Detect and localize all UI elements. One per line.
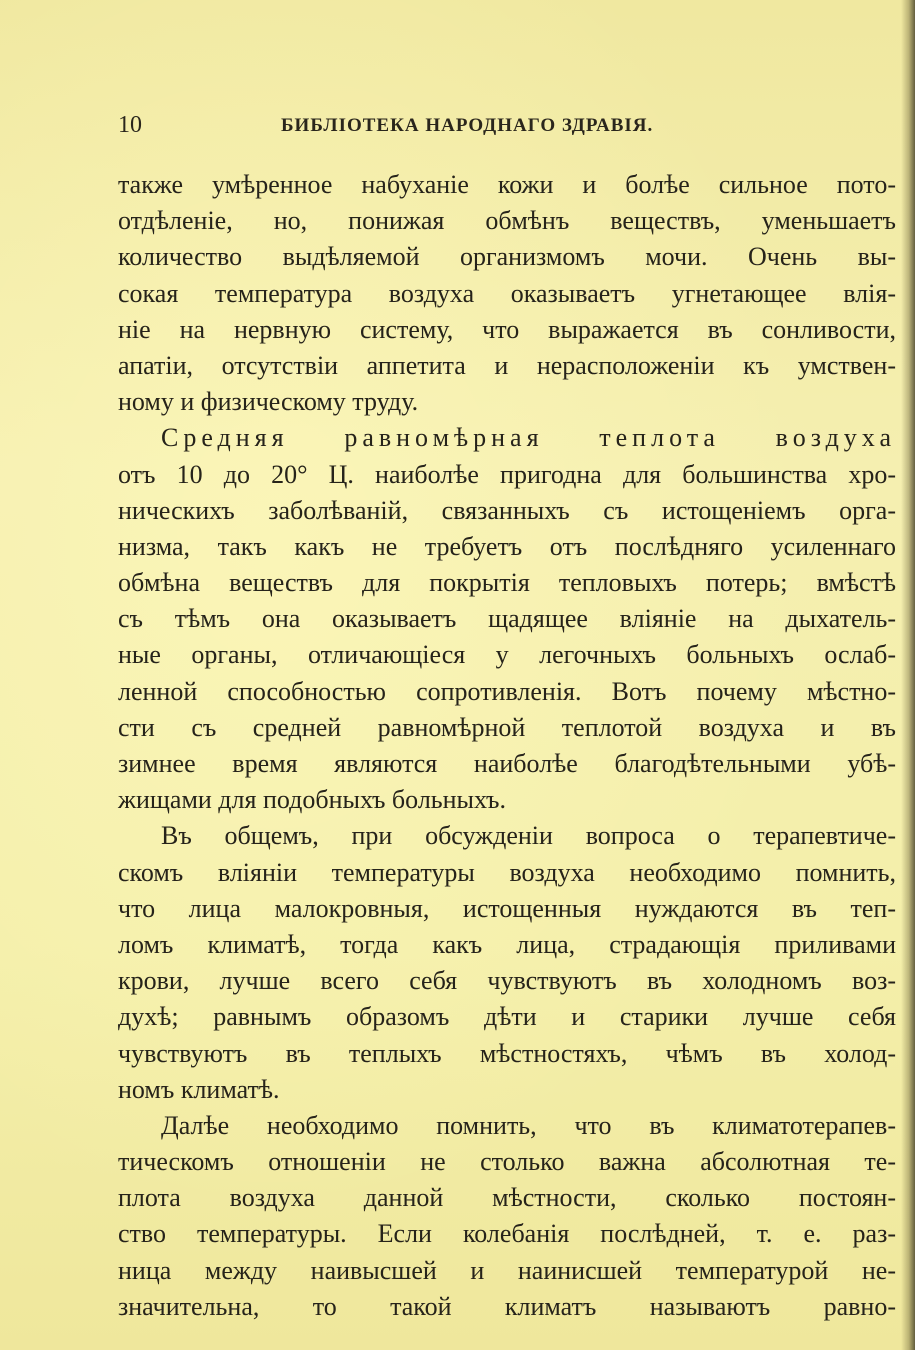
text-line: крови, лучше всего себя чувствуютъ въ холодномъ воз- bbox=[118, 966, 896, 996]
text-line: нiе на нервную систему, что выражается въ сонливости, bbox=[118, 314, 896, 344]
text-line: сти съ средней равномѣрной теплотой воздуха и въ bbox=[118, 712, 896, 742]
running-title: БИБЛIОТЕКА НАРОДНАГО ЗДРАВIЯ. bbox=[281, 115, 654, 136]
text-line: ница между наивысшей и наинисшей температурой не- bbox=[118, 1255, 896, 1285]
text-line: ство температуры. Если колебанiя послѣдней, т. е. раз- bbox=[118, 1219, 896, 1249]
text-line: сокая температура воздуха оказываетъ угнетающее влiя- bbox=[118, 278, 896, 308]
text-line: скомъ влiянiи температуры воздуха необходимо помнить, bbox=[118, 857, 896, 887]
page-edge-shadow bbox=[901, 0, 915, 1350]
text-line: тическомъ отношенiи не столько важна абсолютная те- bbox=[118, 1147, 896, 1177]
text-line: чувствуютъ въ теплыхъ мѣстностяхъ, чѣмъ въ холод- bbox=[118, 1038, 896, 1068]
text-line: обмѣна веществъ для покрытiя тепловыхъ потерь; вмѣстѣ bbox=[118, 568, 896, 598]
text-line: количество выдѣляемой организмомъ мочи. Очень вы- bbox=[118, 242, 896, 272]
text-line: ленной способностью сопротивленiя. Вотъ почему мѣстно- bbox=[118, 676, 896, 706]
text-line: жищами для подобныхъ больныхъ. bbox=[118, 785, 506, 815]
text-line: отдѣленiе, но, понижая обмѣнъ веществъ, уменьшаетъ bbox=[118, 206, 896, 236]
text-line: ные органы, отличающiеся у легочныхъ больныхъ ослаб- bbox=[118, 640, 896, 670]
text-line: Въ общемъ, при обсужденiи вопроса о терапевтиче- bbox=[161, 821, 896, 851]
text-line: что лица малокровныя, истощенныя нуждаются въ теп- bbox=[118, 893, 896, 923]
text-line: зимнее время являются наиболѣе благодѣтельными убѣ- bbox=[118, 749, 896, 778]
page-number: 10 bbox=[118, 112, 142, 138]
body-text bbox=[118, 167, 896, 1325]
text-line: ническихъ заболѣванiй, связанныхъ съ истощенiемъ орга- bbox=[118, 495, 896, 525]
text-line: ломъ климатѣ, тогда какъ лица, страдающiя приливами bbox=[118, 929, 896, 959]
text-line: номъ климатѣ. bbox=[118, 1074, 280, 1104]
text-line: ному и физическому труду. bbox=[118, 387, 419, 417]
text-line: отъ 10 до 20° Ц. наиболѣе пригодна для большинства хро- bbox=[118, 459, 896, 489]
text-line: Далѣе необходимо помнить, что въ климатотерапев- bbox=[161, 1110, 896, 1140]
text-line: низма, такъ какъ не требуетъ отъ послѣдняго усиленнаго bbox=[118, 531, 896, 561]
text-line: Средняя равномѣрная теплота воздуха bbox=[161, 423, 896, 453]
text-line: духѣ; равнымъ образомъ дѣти и старики лучше себя bbox=[118, 1002, 896, 1032]
text-line: апатiи, отсутствiи аппетита и нерасположенiи къ умствен- bbox=[118, 350, 896, 380]
text-line: также умѣренное набуханiе кожи и болѣе сильное пото- bbox=[118, 170, 896, 199]
page-header bbox=[118, 112, 898, 142]
text-line: съ тѣмъ она оказываетъ щадящее влiянiе на дыхатель- bbox=[118, 604, 896, 634]
text-line: значительна, то такой климатъ называютъ равно- bbox=[118, 1291, 896, 1321]
text-line: плота воздуха данной мѣстности, сколько постоян- bbox=[118, 1183, 896, 1213]
